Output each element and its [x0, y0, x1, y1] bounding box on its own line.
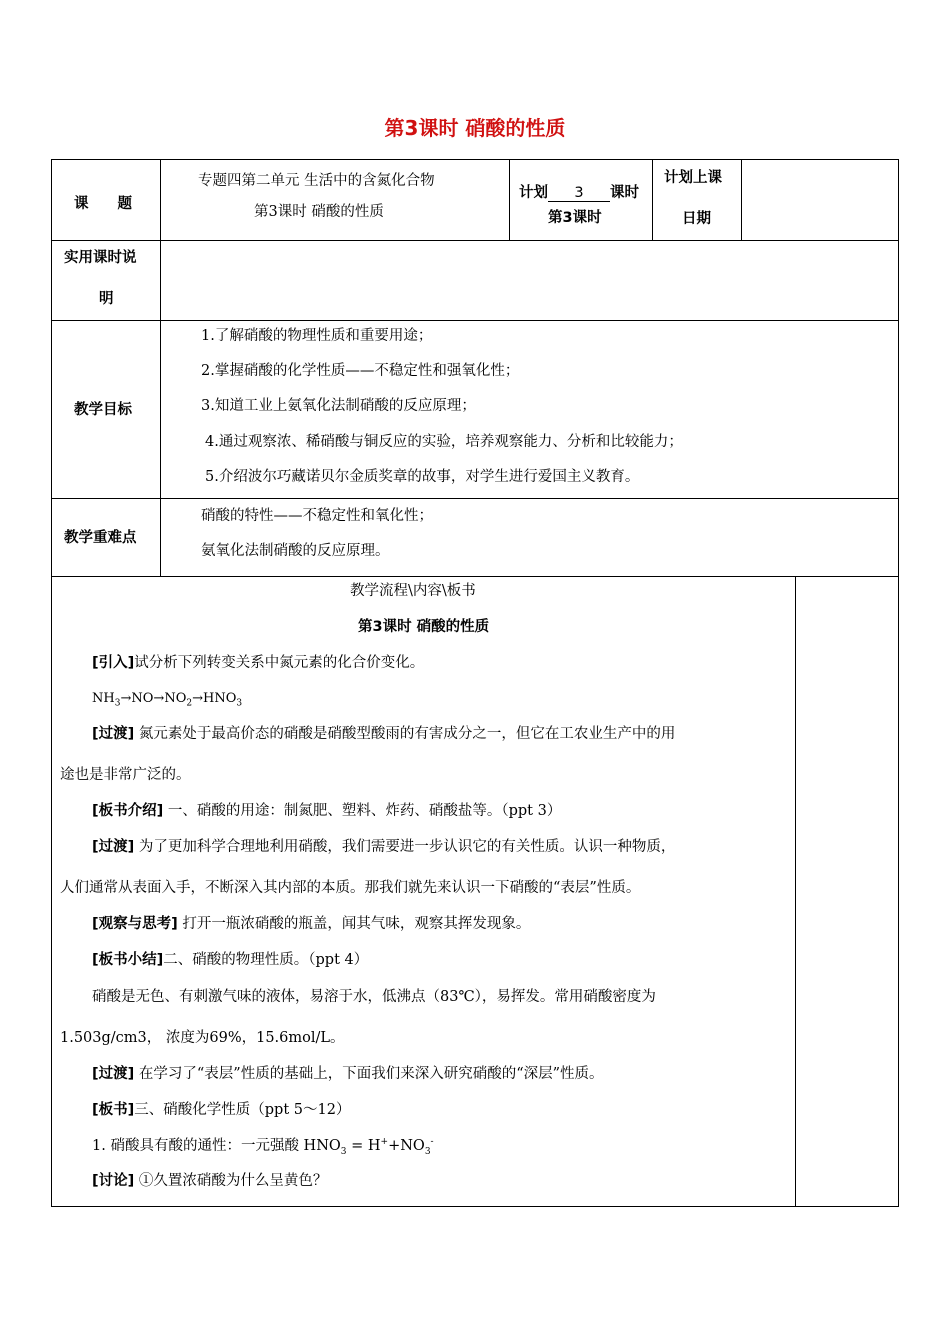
formula-text: +NO — [388, 1138, 425, 1154]
row-divider — [51, 576, 899, 577]
goal-item: 4.通过观察浓、稀硝酸与铜反应的实验，培养观察能力、分析和比较能力； — [205, 434, 683, 450]
table-border-left — [51, 159, 52, 1207]
paragraph-text: 试分析下列转变关系中氮元素的化合价变化。 — [134, 655, 425, 671]
nitrogen-chain — [92, 690, 242, 708]
tag-transition: [过渡] — [92, 1066, 135, 1082]
formula-sub: 3 — [340, 1146, 347, 1157]
flow-paragraph-continued: 1.503g/cm3， 浓度为69%，15.6mol/L。 — [60, 1030, 345, 1046]
goals-label: 教学目标 — [74, 402, 132, 418]
plan-hours — [519, 181, 639, 202]
chain-nh: NH — [92, 691, 115, 706]
chain-sub: 2 — [186, 698, 193, 709]
paragraph-text: 在学习了“表层”性质的基础上，下面我们来深入研究硝酸的“深层”性质。 — [134, 1066, 604, 1082]
column-divider — [509, 159, 510, 241]
flow-paragraph — [92, 1101, 350, 1119]
paragraph-text: 二、硝酸的物理性质。（ppt 4） — [163, 952, 369, 968]
column-divider — [741, 159, 742, 241]
paragraph-text: 1. 硝酸具有酸的通性：一元强酸 HNO — [92, 1138, 341, 1154]
chain-no2: NO — [164, 691, 187, 706]
goal-item: 5.介绍波尔巧藏诺贝尔金质奖章的故事，对学生进行爱国主义教育。 — [205, 469, 640, 485]
tag-observe: [观察与思考] — [92, 916, 178, 932]
topic-line-1: 专题四第二单元 生活中的含氮化合物 — [198, 173, 435, 189]
flow-paragraph — [92, 725, 675, 743]
key-points-label: 教学重难点 — [64, 530, 137, 546]
acid-ionization — [92, 1137, 434, 1155]
paragraph-text: 氮元素处于最高价态的硝酸是硝酸型酸雨的有害成分之一，但它在工农业生产中的用 — [134, 726, 676, 742]
key-point-item: 硝酸的特性——不稳定性和氧化性； — [201, 508, 433, 524]
table-border-right — [898, 159, 899, 1207]
table-border-top — [51, 159, 899, 160]
column-divider — [652, 159, 653, 241]
flow-paragraph — [92, 654, 424, 672]
usage-label-line-1: 实用课时说 — [64, 250, 137, 266]
paragraph-text: 一、硝酸的用途：制氮肥、塑料、炸药、硝酸盐等。（ppt 3） — [163, 803, 562, 819]
arrow-icon: → — [192, 691, 203, 706]
flow-paragraph — [92, 1065, 604, 1083]
flow-paragraph — [92, 1172, 327, 1190]
flow-paragraph — [92, 838, 675, 856]
tag-board-summary: [板书小结] — [92, 952, 164, 968]
plan-suffix: 课时 — [610, 185, 639, 201]
page-title: 第3课时 硝酸的性质 — [384, 116, 566, 140]
goal-item: 1.了解硝酸的物理性质和重要用途； — [201, 328, 433, 344]
plan-prefix: 计划 — [519, 185, 548, 201]
tag-board-intro: [板书介绍] — [92, 803, 164, 819]
key-point-item: 氨氧化法制硝酸的反应原理。 — [201, 543, 390, 559]
plan-line-2: 第3课时 — [548, 210, 602, 226]
paragraph-text: 三、硝酸化学性质（ppt 5～12） — [134, 1102, 351, 1118]
formula-sup: - — [430, 1137, 434, 1148]
flow-paragraph — [92, 802, 561, 820]
notes-column-divider — [795, 576, 796, 1207]
usage-label-line-2: 明 — [99, 291, 114, 307]
paragraph-text: ①久置浓硝酸为什么呈黄色？ — [134, 1173, 328, 1189]
tag-board: [板书] — [92, 1102, 135, 1118]
tag-transition: [过渡] — [92, 726, 135, 742]
flow-paragraph — [92, 951, 368, 969]
tag-discussion: [讨论] — [92, 1173, 135, 1189]
goal-item: 3.知道工业上氨氧化法制硝酸的反应原理； — [201, 398, 476, 414]
paragraph-text: 为了更加科学合理地利用硝酸，我们需要进一步认识它的有关性质。认识一种物质， — [134, 839, 676, 855]
plan-value: 3 — [548, 185, 610, 202]
goal-item: 2.掌握硝酸的化学性质——不稳定性和强氧化性； — [201, 363, 520, 379]
formula-sup: + — [380, 1137, 389, 1148]
topic-label: 课 题 — [74, 196, 132, 212]
paragraph-text: 打开一瓶浓硝酸的瓶盖，闻其气味，观察其挥发现象。 — [177, 916, 531, 932]
date-label-line-1: 计划上课 — [664, 170, 722, 186]
row-divider — [51, 498, 899, 499]
flow-paragraph-continued: 人们通常从表面入手，不断深入其内部的本质。那我们就先来认识一下硝酸的“表层”性质。 — [60, 880, 641, 896]
tag-intro: [引入] — [92, 655, 135, 671]
chain-sub: 3 — [114, 698, 121, 709]
row-divider — [51, 240, 899, 241]
flow-paragraph — [92, 915, 530, 933]
formula-text: = H — [346, 1138, 381, 1154]
arrow-icon: → — [120, 691, 132, 706]
topic-line-2: 第3课时 硝酸的性质 — [254, 204, 384, 220]
flow-paragraph: 硝酸是无色、有刺激气味的液体，易溶于水，低沸点（83℃），易挥发。常用硝酸密度为 — [92, 989, 656, 1005]
chain-sub: 3 — [236, 698, 243, 709]
flow-header: 教学流程\内容\板书 — [350, 583, 476, 599]
arrow-icon: → — [153, 691, 165, 706]
chain-no: NO — [131, 691, 154, 706]
flow-paragraph-continued: 途也是非常广泛的。 — [60, 767, 191, 783]
table-border-bottom — [51, 1206, 899, 1207]
tag-transition: [过渡] — [92, 839, 135, 855]
row-divider — [51, 320, 899, 321]
formula-sub: 3 — [424, 1146, 431, 1157]
chain-hno: HNO — [203, 691, 237, 706]
date-label-line-2: 日期 — [682, 211, 711, 227]
label-column-divider — [160, 159, 161, 577]
flow-subtitle: 第3课时 硝酸的性质 — [358, 619, 490, 635]
